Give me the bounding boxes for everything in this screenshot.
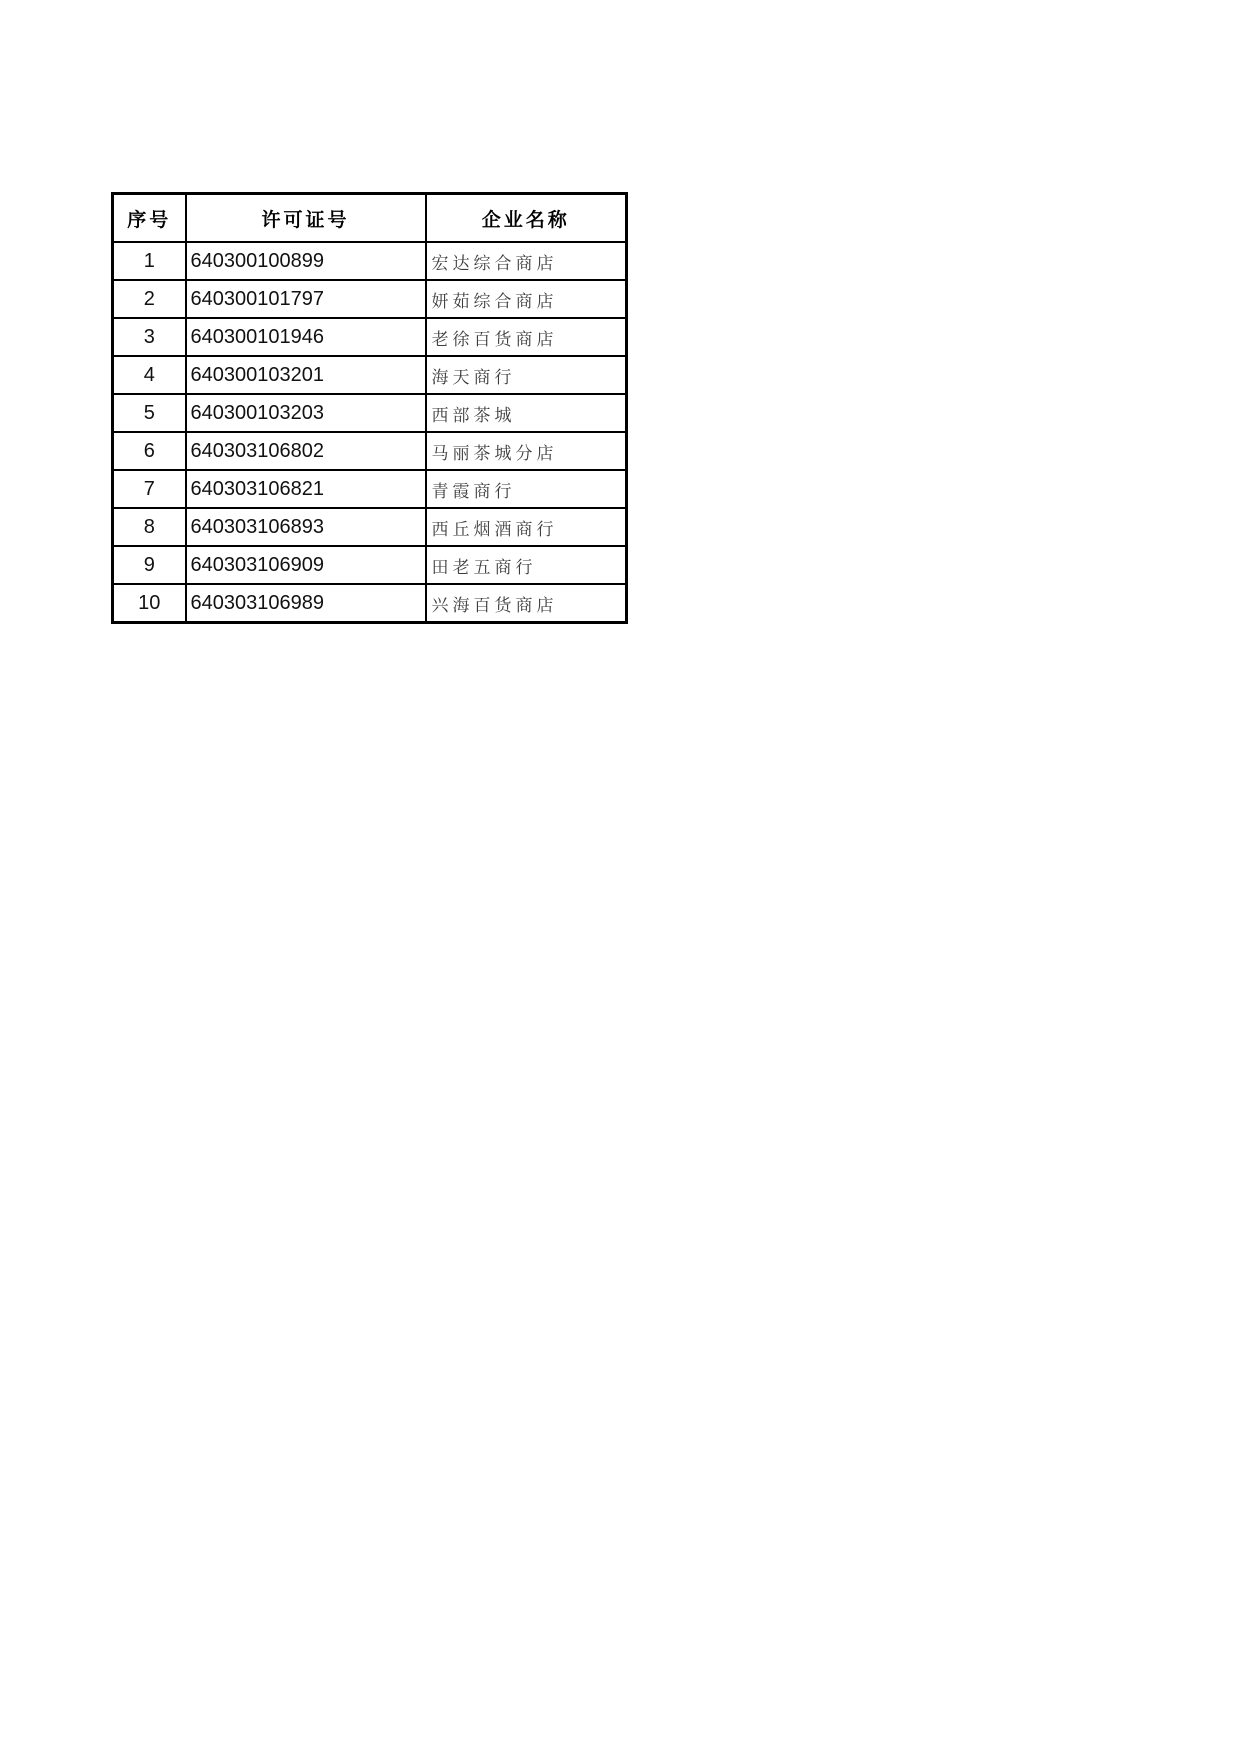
serial-number-cell: 5 bbox=[113, 394, 186, 432]
table-row bbox=[113, 584, 627, 623]
license-number-cell: 640300101946 bbox=[186, 318, 426, 356]
serial-number-cell: 4 bbox=[113, 356, 186, 394]
serial-number-cell: 9 bbox=[113, 546, 186, 584]
license-number-cell: 640300103203 bbox=[186, 394, 426, 432]
company-name-cell: 宏达综合商店 bbox=[426, 242, 627, 280]
table-row bbox=[113, 318, 627, 356]
serial-number-cell: 8 bbox=[113, 508, 186, 546]
serial-number-cell: 2 bbox=[113, 280, 186, 318]
license-number-cell: 640303106893 bbox=[186, 508, 426, 546]
header-cell-company-name: 企业名称 bbox=[426, 194, 627, 243]
header-cell-serial-number: 序号 bbox=[113, 194, 186, 243]
license-number-cell: 640300100899 bbox=[186, 242, 426, 280]
table-row bbox=[113, 394, 627, 432]
license-number-cell: 640303106909 bbox=[186, 546, 426, 584]
company-name-cell: 老徐百货商店 bbox=[426, 318, 627, 356]
table-row bbox=[113, 470, 627, 508]
company-name-cell: 西部茶城 bbox=[426, 394, 627, 432]
company-name-cell: 兴海百货商店 bbox=[426, 584, 627, 623]
license-number-cell: 640300103201 bbox=[186, 356, 426, 394]
permit-table bbox=[111, 192, 628, 624]
header-cell-license-number: 许可证号 bbox=[186, 194, 426, 243]
table-row bbox=[113, 356, 627, 394]
company-name-cell: 马丽茶城分店 bbox=[426, 432, 627, 470]
table-body bbox=[113, 242, 627, 623]
table-row bbox=[113, 546, 627, 584]
header-row bbox=[113, 194, 627, 243]
license-number-cell: 640303106802 bbox=[186, 432, 426, 470]
license-number-cell: 640303106821 bbox=[186, 470, 426, 508]
company-name-cell: 海天商行 bbox=[426, 356, 627, 394]
table-row bbox=[113, 280, 627, 318]
table-row bbox=[113, 508, 627, 546]
company-name-cell: 青霞商行 bbox=[426, 470, 627, 508]
license-number-cell: 640303106989 bbox=[186, 584, 426, 623]
table-header bbox=[113, 194, 627, 243]
license-number-cell: 640300101797 bbox=[186, 280, 426, 318]
company-name-cell: 田老五商行 bbox=[426, 546, 627, 584]
table-row bbox=[113, 242, 627, 280]
table-row bbox=[113, 432, 627, 470]
serial-number-cell: 7 bbox=[113, 470, 186, 508]
company-name-cell: 妍茹综合商店 bbox=[426, 280, 627, 318]
serial-number-cell: 6 bbox=[113, 432, 186, 470]
serial-number-cell: 3 bbox=[113, 318, 186, 356]
serial-number-cell: 10 bbox=[113, 584, 186, 623]
serial-number-cell: 1 bbox=[113, 242, 186, 280]
company-name-cell: 西丘烟酒商行 bbox=[426, 508, 627, 546]
